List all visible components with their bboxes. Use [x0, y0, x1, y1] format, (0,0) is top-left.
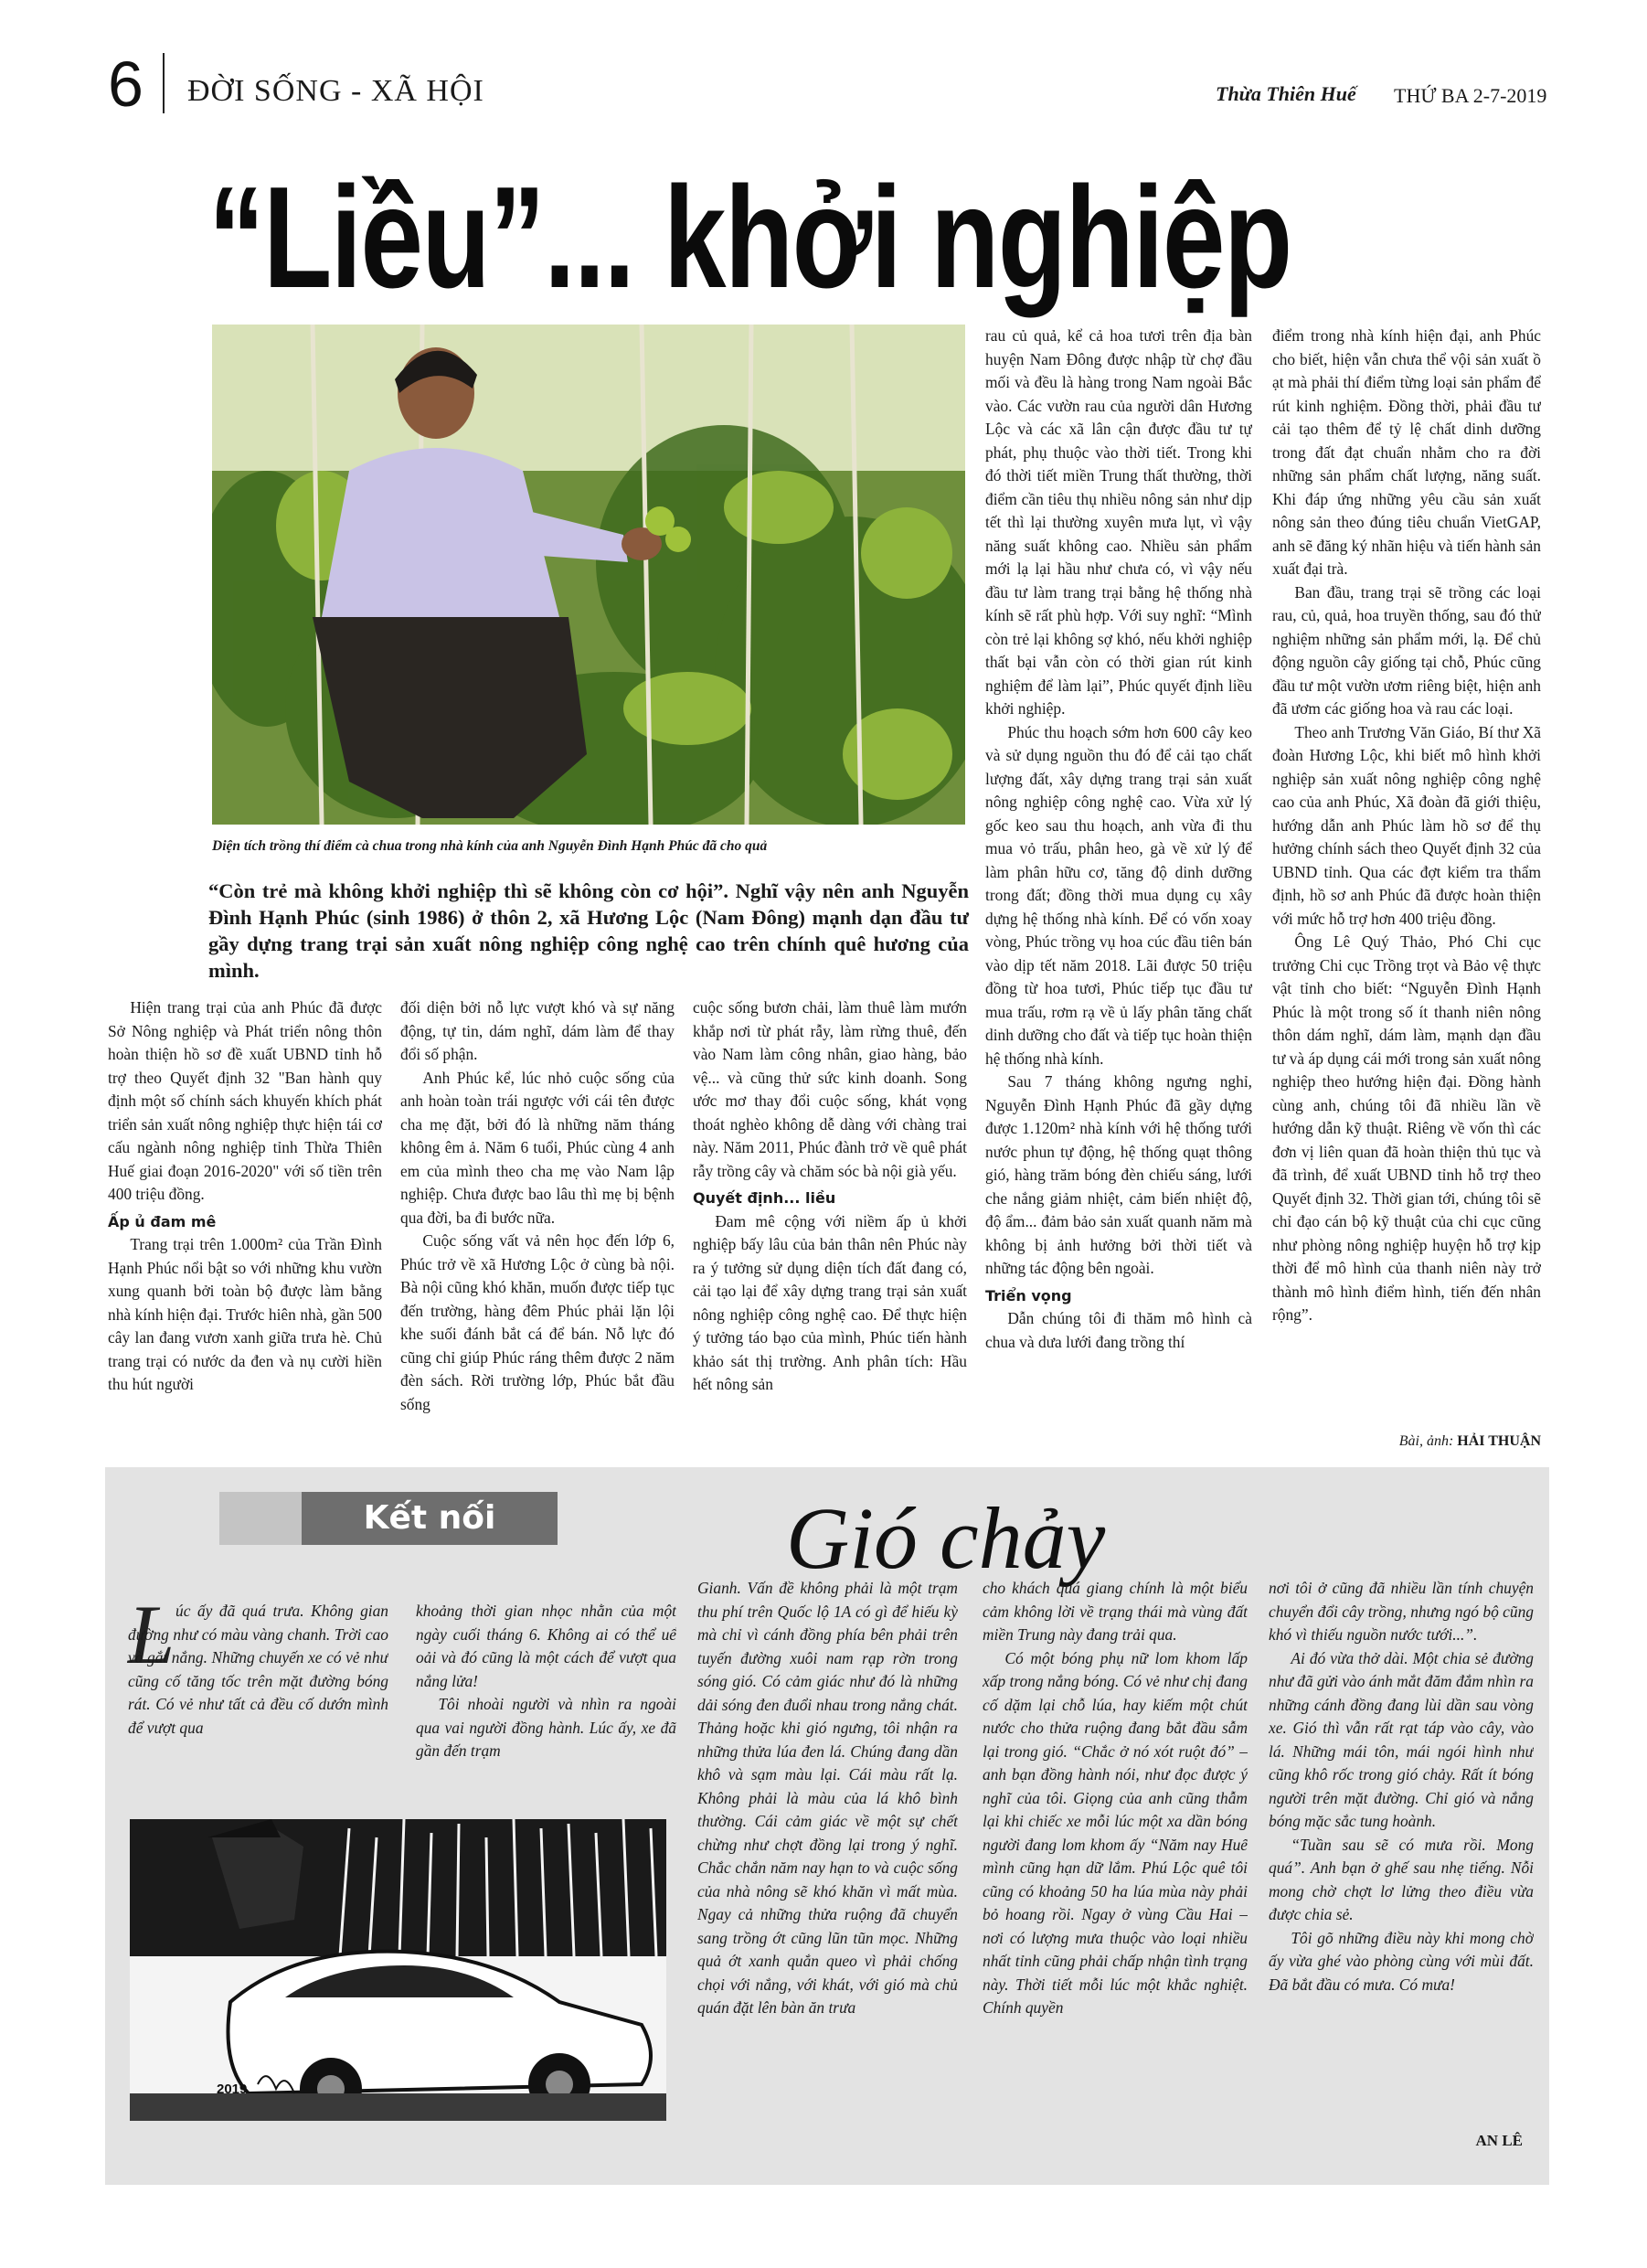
paragraph: Tôi nhoài người và nhìn ra ngoài qua vai người đồng hành. Lúc ấy, xe đã gần đến trạm — [416, 1695, 676, 1760]
illustration-signature: 2019 — [217, 2082, 248, 2097]
paragraph: đối diện bởi nỗ lực vượt khó và sự năng động, tự tin, dám nghĩ, dám làm để thay đổi số phận. — [400, 998, 675, 1063]
paragraph: Theo anh Trương Văn Giáo, Bí thư Xã đoàn Hương Lộc, khi biết mô hình khởi nghiệp sản xuất nông nghiệp công nghệ cao của anh Phúc, Xã đoàn đã giới thiệu, hướng dẫn anh Phúc làm hồ sơ để thụ hưởng chính sách theo Quyết định 32 của UBND tỉnh. Qua các đợt kiểm tra thẩm định, hồ sơ anh Phúc đã được hoàn thiện với mức hỗ trợ hơn 400 triệu đồng. — [1272, 722, 1541, 928]
column-tag: Kết nối — [302, 1492, 558, 1545]
paragraph: Tôi gõ những điều này khi mong chờ ấy vừa ghé vào phòng cùng với mùi đất. Đã bắt đầu có mưa. Có mưa! — [1269, 1928, 1534, 1994]
paragraph: Phúc thu hoạch sớm hơn 600 cây keo và sử dụng nguồn thu đó để cải tạo chất lượng đất, xây dựng trang trại sản xuất nông nghiệp công nghệ cao. Vừa xử lý gốc keo sau thu hoạch, anh vừa đi thu mua vỏ trấu, phân heo, gà về xử lý để làm phân hữu cơ, tăng độ dinh dưỡng trong đất; đồng thời mua dụng cụ xây dựng hệ thống nhà kính. Để có vốn xoay vòng, Phúc trồng vụ hoa cúc đầu tiên bán vào dịp tết năm 2018. Lãi được 50 triệu đồng từ hoa tươi, Phúc tiếp tục đầu tư mua trấu, rơm rạ về ủ lấy phân tăng chất dinh dưỡng cho đất và tiếp tục hoàn thiện hệ thống nhà kính. — [985, 722, 1252, 1068]
paragraph: nơi tôi ở cũng đã nhiều lần tính chuyện chuyển đổi cây trồng, nhưng ngó bộ cũng khó vì thiếu nguồn nước tưới...”. — [1269, 1579, 1534, 1644]
article-column-2 — [400, 996, 675, 1458]
column-author: AN LÊ — [1475, 2132, 1523, 2149]
headline: “Liều”... khởi nghiệp — [208, 157, 1291, 318]
article-column-4 — [985, 325, 1252, 1458]
column-col-1 — [128, 1600, 388, 1810]
paragraph: Gianh. Vấn đề không phải là một trạm thu phí trên Quốc lộ 1A có gì để hiếu kỳ mà chỉ vì cánh đồng phía bên phải trên tuyến đường xuôi nam rạp rờn trong sóng gió. Có cảm giác như đó là những dải sóng đen đuổi nhau trong nắng chát. Thảng hoặc khi gió ngưng, tôi nhận ra những thửa lúa đen lá. Chúng đang dần khô và sạm màu lại. Cái màu rất lạ. Không phải là màu của lá khô bình thường. Cái cảm giác về một sự chết chừng như chợt đồng lại trong ý nghĩ. Chắc chắn năm nay hạn to và cuộc sống của nhà nông sẽ khó khăn vì mất mùa. Ngay cả những thửa ruộng đã chuyển sang trồng ớt cũng lũn tũn mọc. Những quả ớt xanh quắn queo vì phải chống chọi với nắng, với khát, với gió mà chủ quán đặt lên bàn ăn trưa — [697, 1579, 958, 2017]
greenhouse-photo — [212, 325, 965, 825]
issue-date: THỨ BA 2-7-2019 — [1394, 84, 1547, 107]
column-col-3 — [697, 1577, 958, 2162]
paragraph: Đam mê cộng với niềm ấp ủ khởi nghiệp bấy lâu của bản thân nên Phúc này ra ý tưởng sử dụng diện tích đất đang có, cải tạo lại để xây dựng trang trại sản xuất nông nghiệp công nghệ cao. Để thực hiện ý tưởng táo bạo của mình, Phúc tiến hành khảo sát thị trường. Anh phân tích: Hầu hết nông sản — [693, 1211, 967, 1393]
article-lead: “Còn trẻ mà không khởi nghiệp thì sẽ không còn cơ hội”. Nghĩ vậy nên anh Nguyễn Đình Hạnh Phúc (sinh 1986) ở thôn 2, xã Hương Lộc (Nam Đông) mạnh dạn đầu tư gầy dựng trang trại sản xuất nông nghiệp công nghệ cao trên chính quê hương của mình. — [208, 879, 969, 982]
column-col-4 — [983, 1577, 1248, 2162]
paragraph: Ban đầu, trang trại sẽ trồng các loại rau, củ, quả, hoa truyền thống, sau đó thử nghiệm những sản phẩm mới, lạ. Để chủ động nguồn cây giống tại chỗ, Phúc cũng đầu tư một vườn ươm riêng biệt, hiện anh đã ươm các giống hoa và rau các loại. — [1272, 582, 1541, 718]
paragraph: úc ấy đã quá trưa. Không gian đường như có màu vàng chanh. Trời cao và gắt nắng. Những chuyến xe có vẻ như cũng cố tăng tốc trên mặt đường bóng rát. Có vẻ như tất cả đều cố dướn mình để vượt qua — [128, 1602, 388, 1737]
paragraph: Trang trại trên 1.000m² của Trần Đình Hạnh Phúc nổi bật so với những khu vườn xung quanh bởi toàn bộ được làm bằng nhà kính hiện đại. Trước hiên nhà, gần 500 cây lan đang vươn xanh giữa trưa hè. Chủ trang trại có nước da đen và nụ cười hiền thu hút người — [108, 1235, 382, 1393]
article-column-3 — [693, 996, 967, 1458]
photo-caption: Diện tích trồng thí điểm cà chua trong nhà kính của anh Nguyễn Đình Hạnh Phúc đã cho quả — [212, 838, 768, 854]
subheading: Quyết định... liều — [693, 1189, 836, 1207]
paragraph: rau củ quả, kể cả hoa tươi trên địa bàn huyện Nam Đông được nhập từ chợ đầu mối và đều là hàng trong Nam ngoài Bắc vào. Các vườn rau của người dân Hương Lộc và các xã lân cận được đầu tư tự phát, phụ thuộc vào thời tiết. Trong khi đó thời tiết miền Trung thất thường, thời điểm cần tiêu thụ nhiều nông sản như dịp tết thì lại thường xuyên mưa lụt, vì vậy năng suất không cao. Nhiều sản phẩm mới lạ lại hầu như chưa có, vì vậy nếu đầu tư làm trang trại bằng hệ thống nhà kính sẽ rất phù hợp. Với suy nghĩ: “Mình còn trẻ lại không sợ khó, nếu khởi nghiệp thất bại vẫn còn có thời gian rút kinh nghiệm để làm lại”, Phúc quyết định liều khởi nghiệp. — [985, 326, 1252, 718]
byline-name: HẢI THUẬN — [1457, 1433, 1541, 1449]
paragraph: Hiện trang trại của anh Phúc đã được Sở Nông nghiệp và Phát triển nông thôn hoàn thiện hồ sơ đề xuất UBND tỉnh hỗ trợ theo Quyết định 32 "Ban hành quy định một số chính sách khuyến khích phát triển sản xuất nông nghiệp thực hiện tái cơ cấu ngành nông nghiệp tỉnh Thừa Thiên Huế giai đoạn 2016-2020" với số tiền trên 400 triệu đồng. — [108, 998, 382, 1203]
subheading: Ấp ủ đam mê — [108, 1212, 217, 1230]
column-col-5 — [1269, 1577, 1534, 2125]
paragraph: Dẫn chúng tôi đi thăm mô hình cà chua và dưa lưới đang trồng thí — [985, 1309, 1252, 1351]
column-tag-bar — [219, 1492, 302, 1545]
paragraph: cuộc sống bươn chải, làm thuê làm mướn khắp nơi từ phát rẫy, làm rừng thuê, đến vào Nam làm công nhân, giao hàng, bảo vệ... và cũng thử sức kinh doanh. Song ước mơ thay đổi cuộc sống, khát vọng thoát nghèo không dễ dàng với chàng trai này. Năm 2011, Phúc đành trở về quê phát rẫy trồng cây và chăm sóc bà nội già yếu. — [693, 998, 967, 1180]
paragraph: Ai đó vừa thở dài. Một chia sẻ đường như đã gửi vào ánh mắt đăm đắm nhìn ra những cánh đồng đang lùi dần sau vòng xe. Gió thì vẫn rất rạt táp vào cây, vào lá. Những mái tôn, mái ngói hình như cũng khô rốc trong gió chảy. Rất ít bóng người trên mặt đường. Chỉ gió và nắng bóng mặc sắc tung hoành. — [1269, 1648, 1534, 1830]
column-title: Gió chảy — [786, 1489, 1106, 1587]
column-col-2 — [416, 1600, 676, 1810]
column-illustration — [130, 1819, 666, 2121]
paragraph: Sau 7 tháng không ngưng nghỉ, Nguyễn Đình Hạnh Phúc đã gầy dựng được 1.120m² nhà kính với hệ thống tưới nước phun tự động, hệ thống quạt thông gió, hàng trăm bóng đèn chiếu sáng, lưới che nắng giảm nhiệt, cảm biến nhiệt độ, độ ẩm... đảm bảo sản xuất quanh năm mà không bị ảnh hưởng bởi thời tiết và những tác động bên ngoài. — [985, 1072, 1252, 1277]
paragraph: “Tuần sau sẽ có mưa rồi. Mong quá”. Anh bạn ở ghế sau nhẹ tiếng. Nỗi mong chờ chợt lơ lửng theo điều vừa được chia sẻ. — [1269, 1835, 1534, 1923]
paragraph: Anh Phúc kể, lúc nhỏ cuộc sống của anh hoàn toàn trái ngược với cái tên được cha mẹ đặt, bởi đó là những năm tháng không êm ả. Năm 6 tuổi, Phúc cùng 4 anh em của mình theo cha mẹ vào Nam lập nghiệp. Chưa được bao lâu thì mẹ bị bệnh qua đời, ba đi bước nữa. — [400, 1068, 675, 1227]
paragraph: khoảng thời gian nhọc nhằn của một ngày cuối tháng 6. Không ai có thể uể oải và đó cũng là một cách để vượt qua nắng lửa! — [416, 1602, 676, 1690]
subheading: Triển vọng — [985, 1286, 1072, 1304]
paragraph: Có một bóng phụ nữ lom khom lấp xấp trong nắng bóng. Có vẻ như chị đang cố dặm lại chỗ lúa, hay kiếm một chút nước cho thửa ruộng đang bắt đầu sẫm lại trong gió. “Chắc ở nó xót ruột đó” – anh bạn đồng hành nói, như đọc được ý nghĩ của tôi. Giọng của anh cũng thẫm lại khi chiếc xe mỗi lúc một xa dần bóng người đang lom khom ấy “Năm nay Huế mình cũng hạn dữ lắm. Phú Lộc quê tôi cũng có khoảng 50 ha lúa mùa này phải bỏ hoang rồi. Ngay ở vùng Cầu Hai – nơi có lượng mưa thuộc vào loại nhiều nhất tỉnh cũng phải chấp nhận tình trạng này. Thời tiết mỗi lúc một khắc nghiệt. Chính quyền — [983, 1648, 1248, 2017]
section-title: ĐỜI SỐNG - XÃ HỘI — [187, 74, 484, 108]
newspaper-name: Thừa Thiên Huế — [1216, 82, 1356, 105]
paragraph: điểm trong nhà kính hiện đại, anh Phúc cho biết, hiện vẫn chưa thể vội sản xuất ồ ạt mà phải thí điểm từng loại sản phẩm để rút kinh nghiệm. Đồng thời, phải đầu tư cải tạo thêm để tỷ lệ chất dinh dưỡng trong đất đạt chuẩn nhằm cho ra đời những sản phẩm chất lượng, năng suất. Khi đáp ứng những yêu cầu sản xuất nông sản theo đúng tiêu chuẩn VietGAP, anh sẽ đăng ký nhãn hiệu và tiến hành sản xuất đại trà. — [1272, 326, 1541, 578]
dropcap: L — [128, 1588, 175, 1681]
page-number: 6 — [108, 48, 143, 120]
paragraph: Ông Lê Quý Thảo, Phó Chi cục trưởng Chi cục Trồng trọt và Bảo vệ thực vật tỉnh cho biết: “Nguyễn Đình Hạnh Phúc là một trong số ít thanh niên nông thôn dám nghĩ, dám làm, mạnh dạn đầu tư và áp dụng cái mới trong sản xuất nông nghiệp theo hướng hiện đại. Đồng hành cùng anh, chúng tôi đã nhiều lần về hướng dẫn kỹ thuật. Riêng về vốn thì các đơn vị liên quan đã hoàn thiện thủ tục và đã trình, để xuất UBND tỉnh hỗ trợ theo Quyết định 32. Thời gian tới, chúng tôi sẽ chỉ đạo cán bộ kỹ thuật của chi cục cũng như phòng nông nghiệp huyện hỗ trợ kịp thời để mô hình của thanh niên này trở thành mô hình điểm hình, tiến đến nhân rộng”. — [1272, 932, 1541, 1324]
header-divider — [163, 53, 165, 113]
article-column-5 — [1272, 325, 1541, 1435]
article-column-1 — [108, 996, 382, 1458]
paragraph: cho khách quá giang chính là một biểu cảm không lời về trạng thái mà vùng đất miền Trung này đang trải qua. — [983, 1579, 1248, 1644]
article-byline — [1272, 1433, 1541, 1450]
byline-label: Bài, ảnh: — [1398, 1433, 1454, 1449]
paragraph: Cuộc sống vất vả nên học đến lớp 6, Phúc trở về xã Hương Lộc ở cùng bà nội. Bà nội cũng khó khăn, muốn được tiếp tục đến trường, hàng đêm Phúc phải lặn lội khe suối đánh bắt cá để bán. Nỗ lực đó cũng chỉ giúp Phúc ráng thêm được 2 năm đèn sách. Rời trường lớp, Phúc bắt đầu sống — [400, 1231, 675, 1413]
